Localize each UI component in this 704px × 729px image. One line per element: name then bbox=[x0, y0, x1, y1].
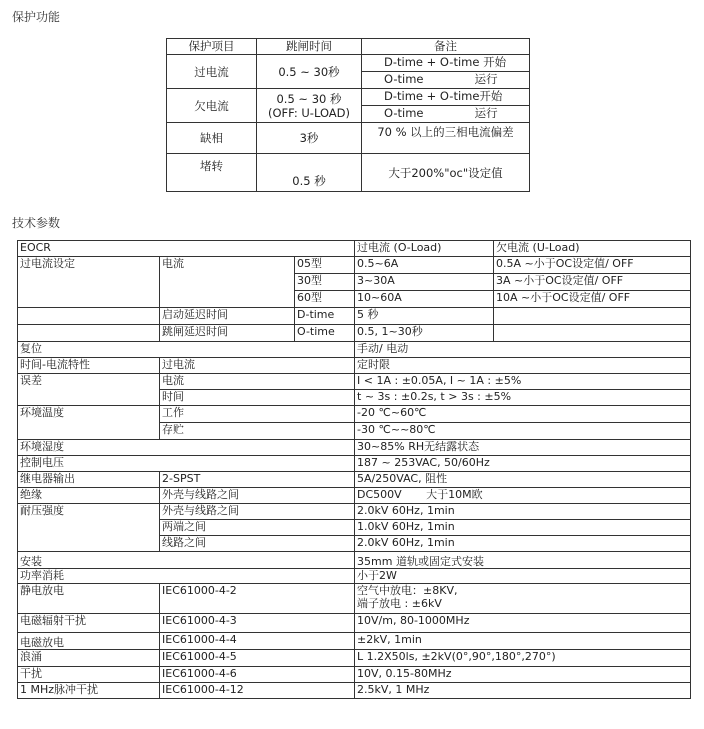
label-power: 功率消耗 bbox=[18, 569, 355, 584]
pulse-value: 2.5kV, 1 MHz bbox=[355, 683, 691, 699]
table-row bbox=[18, 650, 691, 667]
label-error-time: 时间 bbox=[160, 390, 355, 406]
work-value: -20 ℃~60℃ bbox=[355, 406, 691, 423]
uload-60: 10A ~小于OC设定值/ OFF bbox=[494, 291, 691, 308]
label-surge: 浪涌 bbox=[18, 650, 160, 667]
table-row bbox=[18, 440, 691, 456]
eft-standard: IEC61000-4-4 bbox=[160, 633, 355, 650]
oload-05: 0.5~6A bbox=[355, 257, 494, 274]
error-current-value: I < 1A : ±0.05A, I ~ 1A : ±5% bbox=[355, 374, 691, 390]
table-row bbox=[18, 614, 691, 633]
label-otime: O-time bbox=[295, 325, 355, 342]
note-phase-loss: 70 % 以上的三相电流偏差 bbox=[362, 123, 530, 154]
time-phase-loss: 3秒 bbox=[257, 123, 362, 154]
item-undercurrent: 欠电流 bbox=[167, 89, 257, 123]
label-pulse: 1 MHz脉冲干扰 bbox=[18, 683, 160, 699]
table-row bbox=[167, 154, 530, 192]
table-row bbox=[18, 456, 691, 472]
oload-30: 3~30A bbox=[355, 274, 494, 291]
time-undercurrent bbox=[257, 89, 362, 123]
label-tc-overcurrent: 过电流 bbox=[160, 358, 355, 374]
table-row bbox=[18, 308, 691, 325]
time-undercurrent-2: (OFF: U-LOAD) bbox=[267, 105, 351, 120]
conducted-standard: IEC61000-4-6 bbox=[160, 667, 355, 683]
note-overcurrent-1: D-time + O-time 开始 bbox=[362, 55, 530, 72]
type-60: 60型 bbox=[295, 291, 355, 308]
relay-type: 2-SPST bbox=[160, 472, 355, 488]
table-row bbox=[167, 123, 530, 154]
control-voltage-value: 187 ~ 253VAC, 50/60Hz bbox=[355, 456, 691, 472]
label-error: 误差 bbox=[18, 374, 160, 406]
table-row bbox=[18, 241, 691, 257]
table-row bbox=[18, 667, 691, 683]
section-title-protection: 保护功能 bbox=[12, 10, 61, 24]
table-row bbox=[18, 552, 691, 569]
storage-value: -30 ℃~~80℃ bbox=[355, 423, 691, 440]
otime-value: 0.5, 1~30秒 bbox=[355, 325, 494, 342]
label-current: 电流 bbox=[160, 257, 295, 308]
withstand-lines-value: 2.0kV 60Hz, 1min bbox=[355, 536, 691, 552]
table-row bbox=[18, 584, 691, 614]
header-note: 备注 bbox=[362, 39, 530, 55]
label-humidity: 环境湿度 bbox=[18, 440, 355, 456]
withstand-terminals-value: 1.0kV 60Hz, 1min bbox=[355, 520, 691, 536]
label-control-voltage: 控制电压 bbox=[18, 456, 355, 472]
power-value: 小于2W bbox=[355, 569, 691, 584]
header-trip-time: 跳闸时间 bbox=[257, 39, 362, 55]
table-row bbox=[18, 683, 691, 699]
item-phase-loss: 缺相 bbox=[167, 123, 257, 154]
table-row bbox=[167, 89, 530, 106]
label-oc-setting: 过电流设定 bbox=[18, 257, 160, 308]
reset-value: 手动/ 电动 bbox=[355, 342, 691, 358]
table-row bbox=[167, 55, 530, 72]
esd-value-contact: 端子放电 : ±6kV bbox=[357, 597, 442, 610]
withstand-case-line: 外壳与线路之间 bbox=[160, 504, 355, 520]
table-row bbox=[18, 633, 691, 650]
time-overcurrent: 0.5 ~ 30秒 bbox=[257, 55, 362, 89]
section-title-specs: 技术参数 bbox=[12, 216, 61, 230]
surge-value: L 1.2X50ls, ±2kV(0°,90°,180°,270°) bbox=[355, 650, 691, 667]
withstand-terminals: 两端之间 bbox=[160, 520, 355, 536]
oload-60: 10~60A bbox=[355, 291, 494, 308]
header-oload: 过电流 (O-Load) bbox=[355, 241, 494, 257]
esd-value bbox=[355, 584, 691, 614]
type-05: 05型 bbox=[295, 257, 355, 274]
label-env-temp: 环境温度 bbox=[18, 406, 160, 440]
label-time-current: 时间-电流特性 bbox=[18, 358, 160, 374]
eft-value: ±2kV, 1min bbox=[355, 633, 691, 650]
table-row bbox=[18, 374, 691, 390]
label-conducted: 干扰 bbox=[18, 667, 160, 683]
insulation-between: 外壳与线路之间 bbox=[160, 488, 355, 504]
item-stall: 堵转 bbox=[167, 154, 257, 192]
table-row bbox=[18, 569, 691, 584]
protection-table bbox=[166, 38, 530, 192]
label-reset: 复位 bbox=[18, 342, 355, 358]
dtime-value: 5 秒 bbox=[355, 308, 494, 325]
label-radiated: 电磁辐射干扰 bbox=[18, 614, 160, 633]
time-undercurrent-1: 0.5 ~ 30 秒 bbox=[276, 91, 342, 106]
label-eft: 电磁放电 bbox=[18, 633, 160, 650]
label-dtime: D-time bbox=[295, 308, 355, 325]
table-row bbox=[18, 358, 691, 374]
note-undercurrent-2: O-time 运行 bbox=[362, 106, 530, 123]
table-row bbox=[18, 488, 691, 504]
header-eocr: EOCR bbox=[18, 241, 355, 257]
table-row bbox=[167, 39, 530, 55]
insulation-value: DC500V 大于10M欧 bbox=[355, 488, 691, 504]
label-storage: 存贮 bbox=[160, 423, 355, 440]
surge-standard: IEC61000-4-5 bbox=[160, 650, 355, 667]
note-stall: 大于200%"oc"设定值 bbox=[362, 154, 530, 192]
table-row bbox=[18, 325, 691, 342]
installation-value: 35mm 道轨或固定式安装 bbox=[355, 552, 691, 569]
esd-value-air: 空气中放电：±8KV, bbox=[357, 584, 458, 597]
note-overcurrent-2: O-time 运行 bbox=[362, 72, 530, 89]
table-row bbox=[18, 406, 691, 423]
conducted-value: 10V, 0.15-80MHz bbox=[355, 667, 691, 683]
withstand-lines: 线路之间 bbox=[160, 536, 355, 552]
error-time-value: t ~ 3s : ±0.2s, t > 3s : ±5% bbox=[355, 390, 691, 406]
spec-table bbox=[17, 240, 691, 699]
note-undercurrent-1: D-time + O-time开始 bbox=[362, 89, 530, 106]
type-30: 30型 bbox=[295, 274, 355, 291]
label-relay-output: 继电器输出 bbox=[18, 472, 160, 488]
table-row bbox=[18, 472, 691, 488]
relay-value: 5A/250VAC, 阻性 bbox=[355, 472, 691, 488]
time-stall: 0.5 秒 bbox=[257, 154, 362, 192]
uload-05: 0.5A ~小于OC设定值/ OFF bbox=[494, 257, 691, 274]
uload-30: 3A ~小于OC设定值/ OFF bbox=[494, 274, 691, 291]
label-installation: 安装 bbox=[18, 552, 355, 569]
label-trip-delay: 跳闸延迟时间 bbox=[160, 325, 295, 342]
label-insulation: 绝缘 bbox=[18, 488, 160, 504]
radiated-value: 10V/m, 80-1000MHz bbox=[355, 614, 691, 633]
label-start-delay: 启动延迟时间 bbox=[160, 308, 295, 325]
humidity-value: 30~85% RH无结露状态 bbox=[355, 440, 691, 456]
tc-value: 定时限 bbox=[355, 358, 691, 374]
label-error-current: 电流 bbox=[160, 374, 355, 390]
item-overcurrent: 过电流 bbox=[167, 55, 257, 89]
label-work: 工作 bbox=[160, 406, 355, 423]
table-row bbox=[18, 342, 691, 358]
radiated-standard: IEC61000-4-3 bbox=[160, 614, 355, 633]
header-uload: 欠电流 (U-Load) bbox=[494, 241, 691, 257]
header-protection-item: 保护项目 bbox=[167, 39, 257, 55]
table-row bbox=[18, 504, 691, 520]
esd-standard: IEC61000-4-2 bbox=[160, 584, 355, 614]
label-withstand: 耐压强度 bbox=[18, 504, 160, 552]
table-row bbox=[18, 257, 691, 274]
withstand-case-line-value: 2.0kV 60Hz, 1min bbox=[355, 504, 691, 520]
label-esd: 静电放电 bbox=[18, 584, 160, 614]
pulse-standard: IEC61000-4-12 bbox=[160, 683, 355, 699]
